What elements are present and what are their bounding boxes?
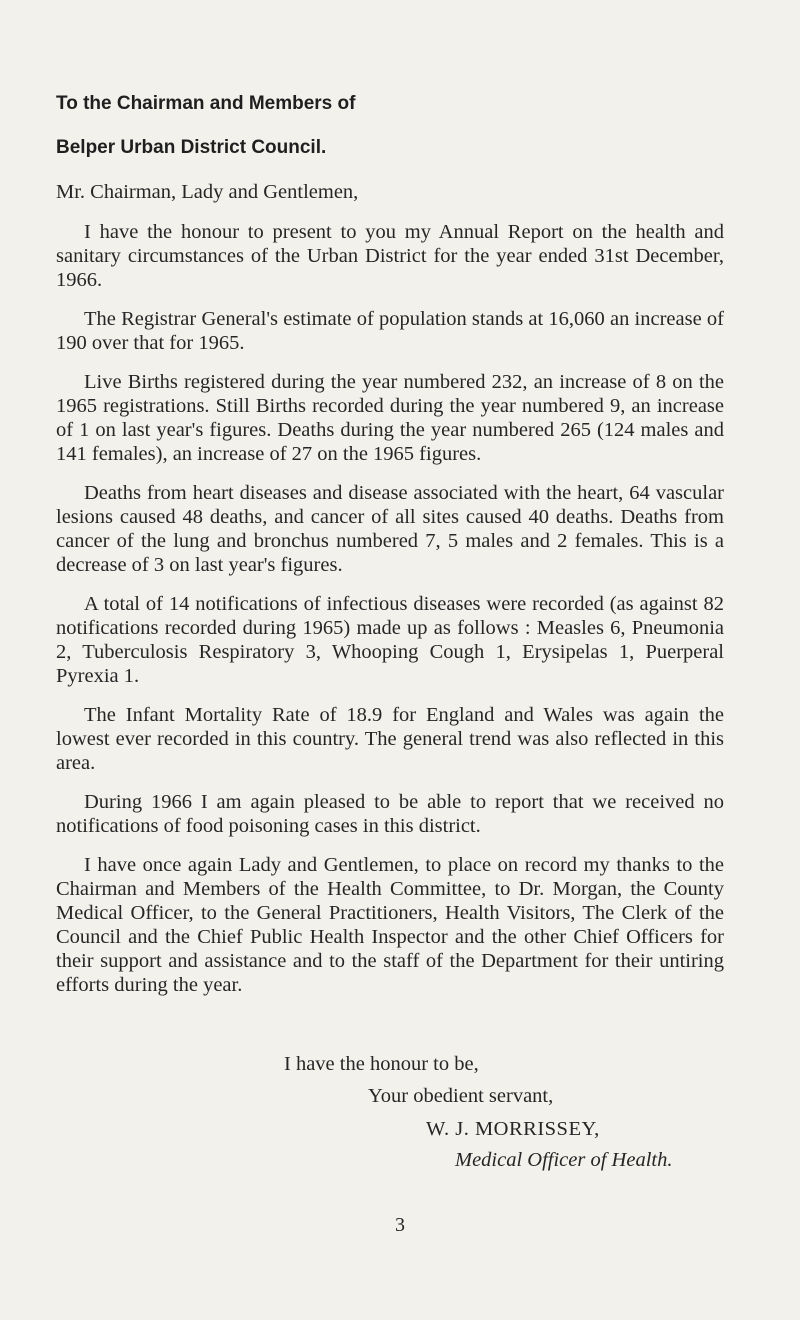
page-number: 3 <box>395 1214 405 1236</box>
signature-title: Medical Officer of Health. <box>455 1149 673 1171</box>
paragraph-food-poisoning: During 1966 I am again pleased to be able to report that we received no notifications of food poisoning cases in this district. <box>56 791 724 837</box>
paragraph-infectious-diseases: A total of 14 notifications of infectious diseases were recorded (as against 82 notifications recorded during 1965) made up as follows : Measles 6, Pneumonia 2, Tuberculosis Respiratory 3, Whooping Cough 1, Erysipelas 1, Puerperal Pyrexia 1. <box>56 593 724 687</box>
paragraph-acknowledgements: I have once again Lady and Gentlemen, to place on record my thanks to the Chairman and Members of the Health Committee, to Dr. Morgan, the County Medical Officer, to the General Practitioners, Health Visitors, The Clerk of the Council and the Chief Public Health Inspector and the other Chief Officers for their support and assistance and to the staff of the Department for their untiring efforts during the year. <box>56 854 724 996</box>
closing-line-1: I have the honour to be, <box>284 1053 479 1075</box>
addressee-heading-line-1: To the Chairman and Members of <box>56 93 356 114</box>
paragraph-introduction: I have the honour to present to you my Annual Report on the health and sanitary circumstances of the Urban District for the year ended 31st December, 1966. <box>56 221 724 291</box>
signature-name: W. J. MORRISSEY, <box>426 1118 600 1140</box>
salutation: Mr. Chairman, Lady and Gentlemen, <box>56 181 359 203</box>
paragraph-population: The Registrar General's estimate of population stands at 16,060 an increase of 190 over that for 1965. <box>56 308 724 354</box>
paragraph-causes-of-death: Deaths from heart diseases and disease associated with the heart, 64 vascular lesions caused 48 deaths, and cancer of all sites caused 40 deaths. Deaths from cancer of the lung and bronchus numbered 7, 5 males and 2 females. This is a decrease of 3 on last year's figures. <box>56 482 724 576</box>
closing-line-2: Your obedient servant, <box>368 1085 554 1107</box>
addressee-heading-line-2: Belper Urban District Council. <box>56 137 327 158</box>
paragraph-infant-mortality: The Infant Mortality Rate of 18.9 for England and Wales was again the lowest ever recorded in this country. The general trend was also reflected in this area. <box>56 704 724 774</box>
paragraph-births-deaths: Live Births registered during the year numbered 232, an increase of 8 on the 1965 registrations. Still Births recorded during the year numbered 9, an increase of 1 on last year's figures. Deaths during the year numbered 265 (124 males and 141 females), an increase of 27 on the 1965 figures. <box>56 371 724 465</box>
letter-page <box>56 92 724 997</box>
